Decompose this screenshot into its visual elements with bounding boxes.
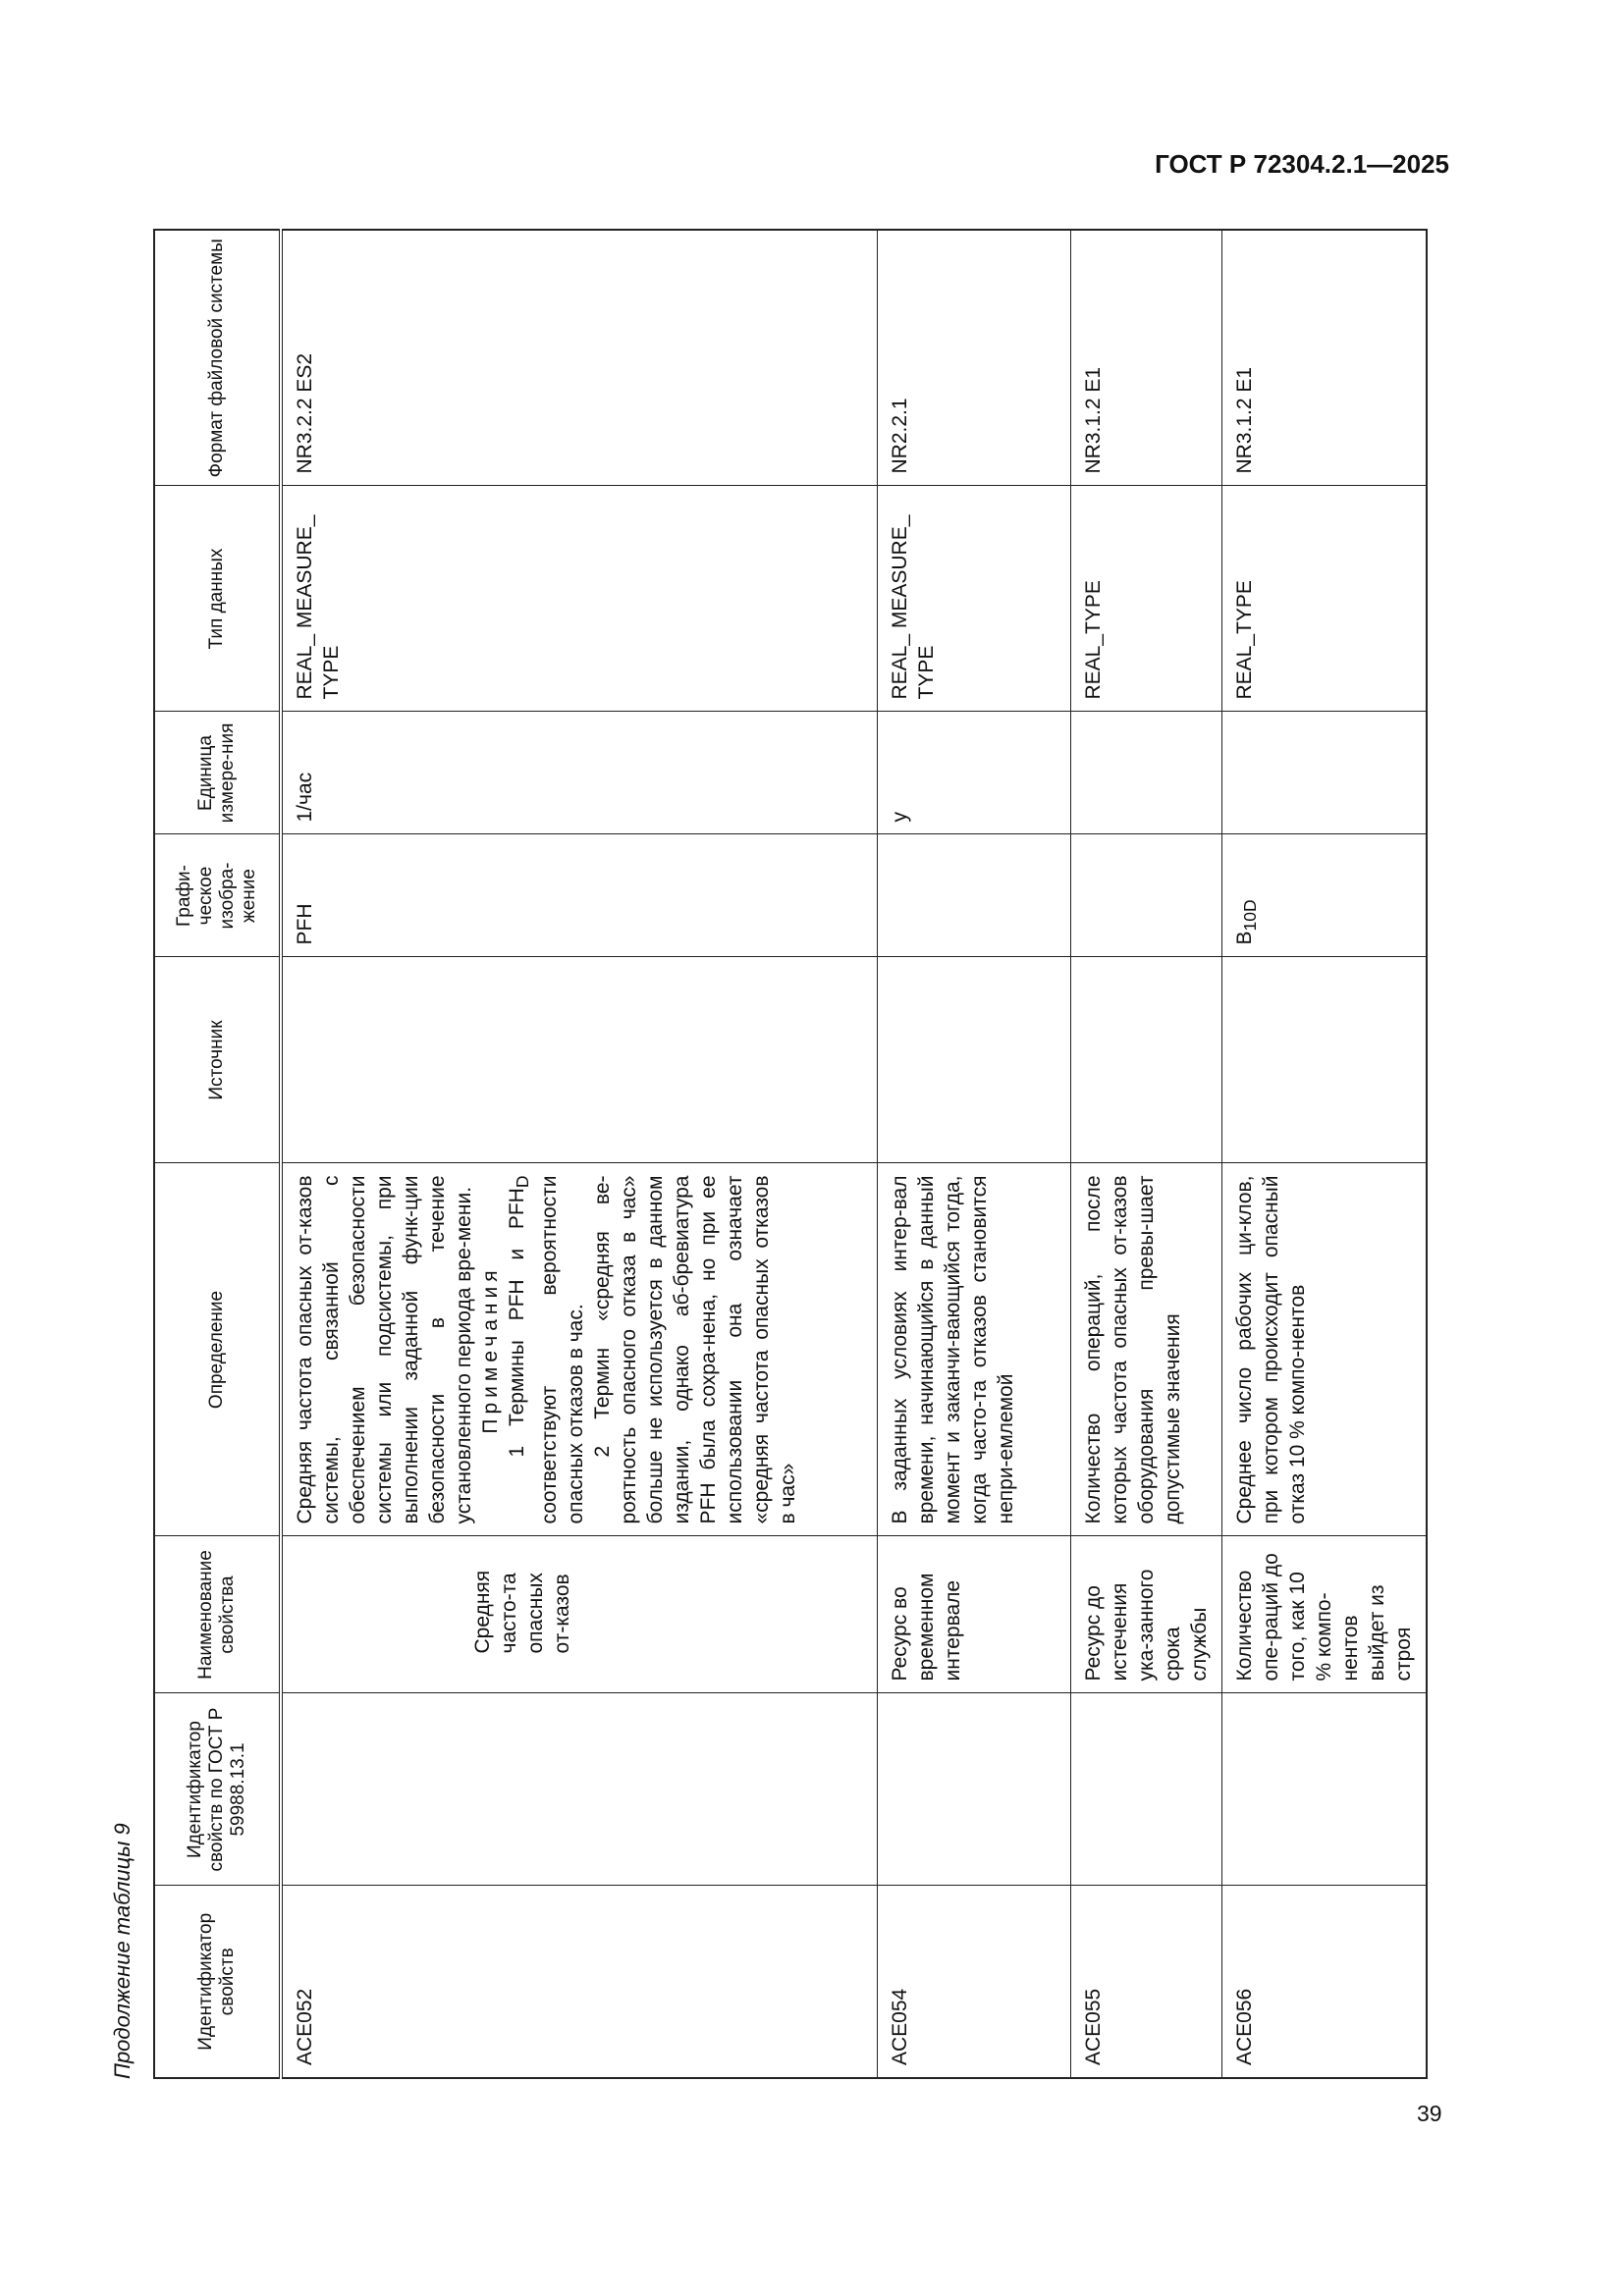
cell-definition [281, 1163, 878, 1536]
col-header-symbol: Графи-ческое изобра-жение [154, 834, 281, 957]
table-row [281, 230, 878, 2078]
definition-text: Средняя частота опасных от-казов системы, связанной с обеспечением безопасности системы или подсистемы, при выполнении заданной функ-ции безопасности в течение установленного периода вре-мени. [294, 1175, 475, 1524]
properties-table [153, 229, 1428, 2079]
col-header-unit: Единица измере-ния [154, 712, 281, 834]
cell-id: ACE054 [878, 1886, 1071, 2078]
col-header-format: Формат файловой системы [154, 230, 281, 486]
cell-symbol [1071, 834, 1222, 957]
cell-format: NR3.1.2 E1 [1222, 230, 1428, 486]
cell-unit [1071, 712, 1222, 834]
note-2: 2 Термин «средняя ве-роятность опасного отказа в час» больше не используется в данном издании, однако аб-бревиатура PFH была сохра-нена, но при ее использовании она означает «средняя частота опасных отказов в час» [591, 1175, 800, 1524]
cell-name: Количество опе-раций до того, как 10 % компо-нентов выйдет из строя [1222, 1536, 1428, 1693]
table-row [1071, 230, 1222, 2078]
col-header-definition: Определение [154, 1163, 281, 1536]
note-1-subscript: D [513, 1175, 533, 1189]
cell-ref [1071, 1693, 1222, 1886]
notes-title: Примечания [479, 1265, 502, 1434]
col-header-data-type: Тип данных [154, 486, 281, 712]
cell-symbol: PFH [281, 834, 878, 957]
cell-data-type: REAL_TYPE [1222, 486, 1428, 712]
header-row [154, 230, 281, 2078]
cell-definition: Количество операций, после которых частота опасных от-казов оборудования превы-шает допустимые значения [1071, 1163, 1222, 1536]
cell-ref [281, 1693, 878, 1886]
col-header-ref-id: Идентификатор свойств по ГОСТ Р 59988.13.1 [154, 1693, 281, 1886]
symbol-subscript: 10D [1240, 899, 1261, 932]
col-header-name: Наименование свойства [154, 1536, 281, 1693]
cell-name: Ресурс до истечения ука-занного срока службы [1071, 1536, 1222, 1693]
cell-unit: у [878, 712, 1071, 834]
cell-source [1222, 957, 1428, 1163]
col-header-source: Источник [154, 957, 281, 1163]
cell-ref [878, 1693, 1071, 1886]
symbol-base: B [1233, 931, 1256, 945]
page-number: 39 [1417, 2101, 1442, 2126]
cell-symbol [1222, 834, 1428, 957]
cell-id: ACE052 [281, 1886, 878, 2078]
cell-name: Ресурс во временном интервале [878, 1536, 1071, 1693]
cell-name: Средняя часто-та опасных от-казов [281, 1536, 878, 1693]
cell-id: ACE056 [1222, 1886, 1428, 2078]
col-header-id: Идентификатор свойств [154, 1886, 281, 2078]
rotated-table-block [110, 231, 1429, 2079]
document-header: ГОСТ Р 72304.2.1—2025 [1155, 149, 1449, 179]
note-1-tail: соответствуют вероятности опасных отказов в час. [538, 1175, 588, 1524]
cell-data-type: REAL_ MEASURE_ TYPE [878, 486, 1071, 712]
note-1 [504, 1176, 589, 1524]
cell-definition: Среднее число рабочих ци-клов, при котором происходит опасный отказ 10 % компо-нентов [1222, 1163, 1428, 1536]
cell-symbol [878, 834, 1071, 957]
cell-data-type: REAL_ MEASURE_ TYPE [281, 486, 878, 712]
cell-ref [1222, 1693, 1428, 1886]
cell-format: NR3.2.2 ES2 [281, 230, 878, 486]
cell-source [1071, 957, 1222, 1163]
table-row [878, 230, 1071, 2078]
cell-definition: В заданных условиях интер-вал времени, начинающийся в данный момент и заканчи-вающийся тогда, когда часто-та отказов становится непри-емлемой [878, 1163, 1071, 1536]
note-1-text: 1 Термины PFH и PFH [506, 1188, 528, 1458]
cell-id: ACE055 [1071, 1886, 1222, 2078]
cell-source [878, 957, 1071, 1163]
cell-data-type: REAL_TYPE [1071, 486, 1222, 712]
cell-source [281, 957, 878, 1163]
cell-unit: 1/час [281, 712, 878, 834]
cell-format: NR3.1.2 E1 [1071, 230, 1222, 486]
table-row [1222, 230, 1428, 2078]
cell-unit [1222, 712, 1428, 834]
cell-format: NR2.2.1 [878, 230, 1071, 486]
table-continuation-caption: Продолжение таблицы 9 [110, 1823, 135, 2079]
